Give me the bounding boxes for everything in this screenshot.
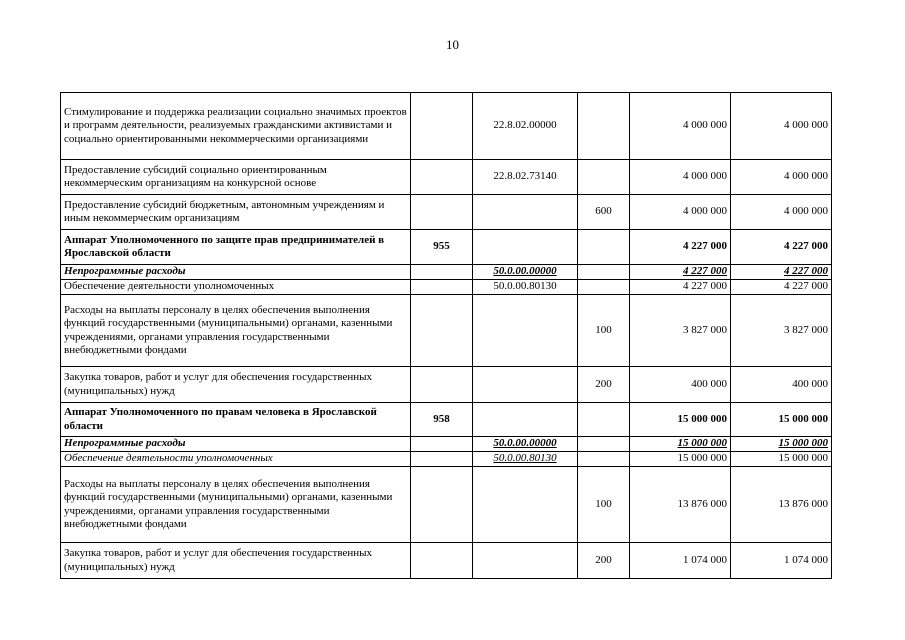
row-amount-1: 4 000 000 — [630, 93, 731, 160]
row-expense-type — [578, 437, 630, 452]
row-expense-type: 100 — [578, 467, 630, 543]
row-code: 958 — [411, 403, 473, 437]
row-amount-2: 13 876 000 — [731, 467, 832, 543]
table-row — [61, 467, 832, 543]
row-target-article — [473, 403, 578, 437]
row-amount-1: 4 000 000 — [630, 195, 731, 230]
table-row — [61, 403, 832, 437]
table-row — [61, 230, 832, 265]
row-code — [411, 452, 473, 467]
row-amount-2: 1 074 000 — [731, 543, 832, 579]
row-amount-2: 4 000 000 — [731, 93, 832, 160]
row-amount-1: 4 000 000 — [630, 160, 731, 195]
row-code — [411, 93, 473, 160]
table-row — [61, 280, 832, 295]
table-row — [61, 295, 832, 367]
row-expense-type: 200 — [578, 543, 630, 579]
row-amount-2: 15 000 000 — [731, 452, 832, 467]
table-row — [61, 452, 832, 467]
row-amount-2: 4 000 000 — [731, 195, 832, 230]
row-amount-2: 4 000 000 — [731, 160, 832, 195]
row-target-article: 50.0.00.00000 — [473, 265, 578, 280]
row-target-article: 50.0.00.00000 — [473, 437, 578, 452]
row-code — [411, 295, 473, 367]
row-code — [411, 160, 473, 195]
row-expense-type — [578, 230, 630, 265]
budget-table — [60, 92, 832, 579]
row-name: Непрограммные расходы — [61, 265, 411, 280]
row-target-article — [473, 230, 578, 265]
row-amount-2: 3 827 000 — [731, 295, 832, 367]
row-name: Расходы на выплаты персоналу в целях обеспечения выполнения функций государственными (муниципальными) органами, казенными учреждениями, органами управления государственными внебюджетными фондами — [61, 467, 411, 543]
table-row — [61, 160, 832, 195]
row-name: Стимулирование и поддержка реализации социально значимых проектов и программ деятельности, реализуемых гражданскими активистами и социально ориентированными некоммерческими организациями — [61, 93, 411, 160]
row-expense-type — [578, 280, 630, 295]
row-target-article — [473, 467, 578, 543]
row-target-article: 22.8.02.00000 — [473, 93, 578, 160]
row-target-article — [473, 295, 578, 367]
row-amount-1: 400 000 — [630, 367, 731, 403]
row-expense-type: 200 — [578, 367, 630, 403]
row-target-article: 50.0.00.80130 — [473, 280, 578, 295]
row-name: Расходы на выплаты персоналу в целях обеспечения выполнения функций государственными (муниципальными) органами, казенными учреждениями, органами управления государственными внебюджетными фондами — [61, 295, 411, 367]
row-amount-1: 1 074 000 — [630, 543, 731, 579]
row-code — [411, 265, 473, 280]
row-name: Предоставление субсидий социально ориентированным некоммерческим организациям на конкурсной основе — [61, 160, 411, 195]
row-expense-type — [578, 403, 630, 437]
row-amount-2: 4 227 000 — [731, 265, 832, 280]
row-amount-1: 15 000 000 — [630, 452, 731, 467]
row-amount-1: 15 000 000 — [630, 437, 731, 452]
row-amount-2: 4 227 000 — [731, 230, 832, 265]
row-amount-2: 400 000 — [731, 367, 832, 403]
row-amount-2: 15 000 000 — [731, 437, 832, 452]
row-amount-1: 4 227 000 — [630, 280, 731, 295]
row-expense-type — [578, 265, 630, 280]
row-expense-type: 100 — [578, 295, 630, 367]
row-amount-2: 15 000 000 — [731, 403, 832, 437]
row-amount-1: 4 227 000 — [630, 230, 731, 265]
row-name: Аппарат Уполномоченного по правам человека в Ярославской области — [61, 403, 411, 437]
row-target-article — [473, 367, 578, 403]
row-target-article — [473, 195, 578, 230]
table-row — [61, 367, 832, 403]
row-name: Обеспечение деятельности уполномоченных — [61, 280, 411, 295]
row-amount-1: 13 876 000 — [630, 467, 731, 543]
table-row — [61, 265, 832, 280]
row-name: Аппарат Уполномоченного по защите прав предпринимателей в Ярославской области — [61, 230, 411, 265]
row-name: Непрограммные расходы — [61, 437, 411, 452]
row-name: Предоставление субсидий бюджетным, автономным учреждениям и иным некоммерческим организациям — [61, 195, 411, 230]
row-expense-type — [578, 93, 630, 160]
row-expense-type: 600 — [578, 195, 630, 230]
table-row — [61, 543, 832, 579]
row-code — [411, 437, 473, 452]
row-target-article: 22.8.02.73140 — [473, 160, 578, 195]
page-number: 10 — [446, 37, 459, 52]
row-target-article: 50.0.00.80130 — [473, 452, 578, 467]
row-name: Обеспечение деятельности уполномоченных — [61, 452, 411, 467]
row-name: Закупка товаров, работ и услуг для обеспечения государственных (муниципальных) нужд — [61, 367, 411, 403]
row-amount-1: 3 827 000 — [630, 295, 731, 367]
row-amount-1: 15 000 000 — [630, 403, 731, 437]
table-row — [61, 93, 832, 160]
row-amount-2: 4 227 000 — [731, 280, 832, 295]
row-code — [411, 543, 473, 579]
table-row — [61, 195, 832, 230]
table-row — [61, 437, 832, 452]
row-target-article — [473, 543, 578, 579]
row-code: 955 — [411, 230, 473, 265]
row-expense-type — [578, 452, 630, 467]
row-code — [411, 467, 473, 543]
row-code — [411, 195, 473, 230]
row-name: Закупка товаров, работ и услуг для обеспечения государственных (муниципальных) нужд — [61, 543, 411, 579]
row-amount-1: 4 227 000 — [630, 265, 731, 280]
row-code — [411, 280, 473, 295]
row-code — [411, 367, 473, 403]
row-expense-type — [578, 160, 630, 195]
